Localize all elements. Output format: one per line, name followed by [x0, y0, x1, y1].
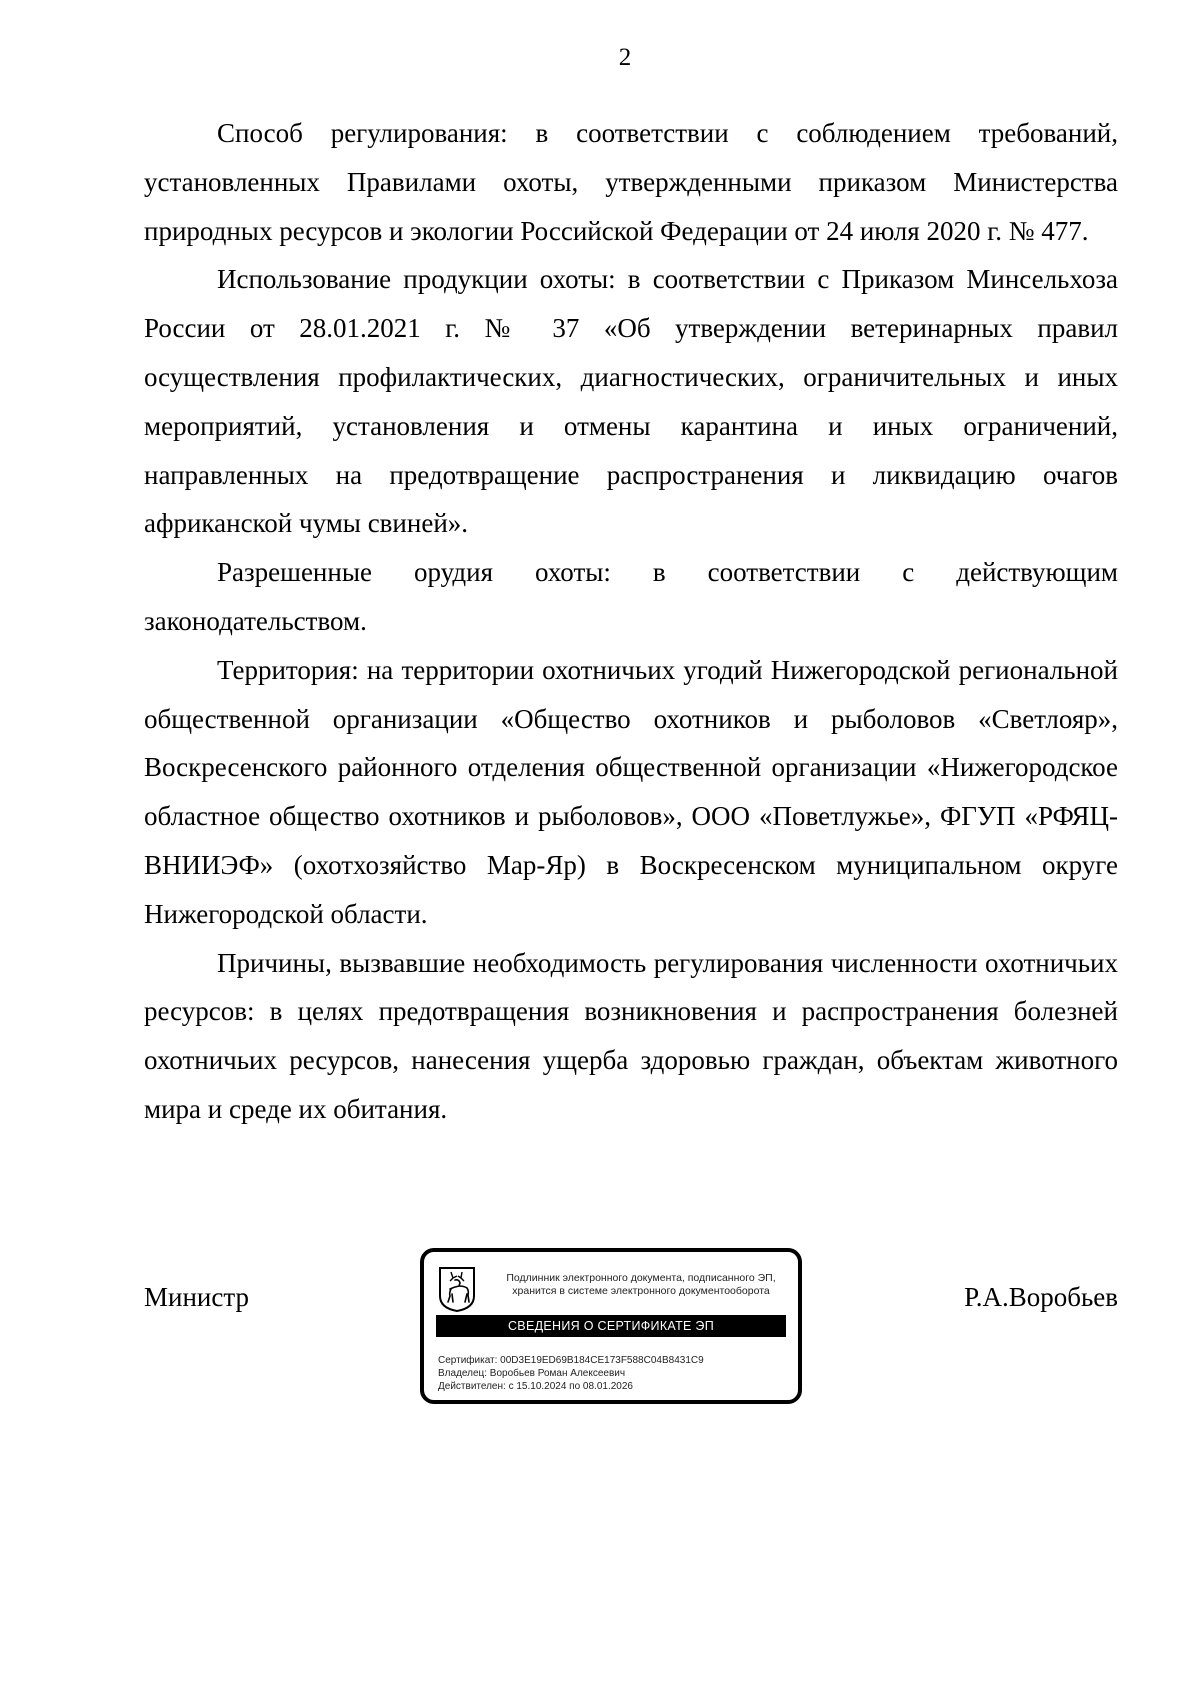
page-number: 2	[618, 44, 632, 71]
stamp-header: СВЕДЕНИЯ О СЕРТИФИКАТЕ ЭП	[436, 1315, 786, 1337]
document-body	[144, 109, 1118, 1134]
signatory-title: Министр	[144, 1282, 249, 1312]
electronic-signature-stamp	[420, 1248, 802, 1404]
certificate-validity: Действителен: с 15.10.2024 по 08.01.2026	[438, 1381, 633, 1392]
paragraph-hunting-tools: Разрешенные орудия охоты: в соответствии с действующим законодательством.	[144, 557, 1118, 636]
paragraph-regulation-method: Способ регулирования: в соответствии с соблюдением требований, установленных Правилами охоты, утвержденными приказом Министерства природных ресурсов и экологии Российской Федерации от 24 июля 2020 г. № 477.	[144, 118, 1118, 246]
stamp-note-line2: хранится в системе электронного документооборота	[512, 1285, 770, 1297]
nizhny-novgorod-deer-emblem-icon	[438, 1266, 476, 1312]
paragraph-territory: Территория: на территории охотничьих угодий Нижегородской региональной общественной организации «Общество охотников и рыболовов «Светлояр», Воскресенского районного отделения общественной организации «Нижегородское областное общество охотников и рыболовов», ООО «Поветлужье», ФГУП «РФЯЦ-ВНИИЭФ» (охотхозяйство Мар-Яр) в Воскресенском муниципальном округе Нижегородской области.	[144, 654, 1118, 929]
stamp-details	[438, 1354, 788, 1393]
certificate-number: Сертификат: 00D3E19ED69B184CE173F588C04B8431C9	[438, 1355, 704, 1366]
paragraph-product-use: Использование продукции охоты: в соответствии с Приказом Минсельхоза России от 28.01.2021 г. № 37 «Об утверждении ветеринарных правил осуществления профилактических, диагностических, ограничительных и иных мероприятий, установления и отмены карантина и иных ограничений, направленных на предотвращение распространения и ликвидацию очагов африканской чумы свиней».	[144, 264, 1118, 539]
paragraph-reasons: Причины, вызвавшие необходимость регулирования численности охотничьих ресурсов: в целях предотвращения возникновения и распространения болезней охотничьих ресурсов, нанесения ущерба здоровью граждан, объектам животного мира и среде их обитания.	[144, 947, 1118, 1124]
stamp-note-line1: Подлинник электронного документа, подписанного ЭП,	[506, 1272, 776, 1284]
signatory-name: Р.А.Воробьев	[964, 1282, 1118, 1312]
signature-block	[0, 1248, 1200, 1408]
stamp-note	[486, 1272, 796, 1298]
certificate-owner: Владелец: Воробьев Роман Алексеевич	[438, 1368, 626, 1379]
